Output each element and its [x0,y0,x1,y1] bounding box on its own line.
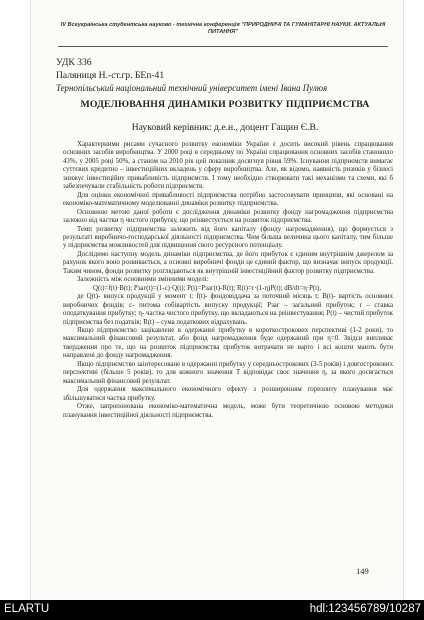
article-body [63,141,393,420]
paragraph: Основною метою даної роботи є дослідження динаміки розвитку фонду нагромадження підприємства залежно від частки η чистого прибутку, що реінвестується на розвиток підприємства. [63,208,393,225]
header-divider [58,46,388,47]
author-line: Паляниця Н.-ст.гр. БЕп-41 [56,70,165,81]
udk-code: УДК 336 [56,57,92,68]
repository-name: ELARTU [4,603,50,615]
paragraph: Для оцінки економічної привабливості підприємства потрібно застосовувати принципи, які основані на економіко-математичному моделюванні динаміки розвитку підприємства. [63,191,393,208]
repository-footer [0,600,424,620]
paragraph: Отже, запропонована економіко-математична модель, може бути теоретичною основою методики планування інвестиційної діяльності підприємства. [63,403,393,419]
paragraph: Для одержання максимального економічного ефекту з розширенням горизонту планування має збільшуватися частка прибутку. [63,386,393,402]
handle-identifier[interactable]: hdl:123456789/10287 [309,603,421,615]
affiliation-line: Тернопільський національний технічний університет імені Івана Пулюя [56,83,328,93]
model-equations: Q(t)=f(t)·B(t); Pзаг(t)=(1-c)·Q(t); P(t)=Pзаг(t)-R(t); R(t)=r·(1-η)P(t); dB/dt=η·P(t), [93,284,322,292]
paragraph: Темп розвитку підприємства залежить від його капіталу (фонду нагромадження), що формується з результаті виробничо-господарської діяльності підприємства. Чим більша величина цього капіталу, тим більше у підприємства можливостей для підвищення свого ресурсного потенціалу. [63,225,393,250]
paragraph: Характерними рисами сучасного розвитку економіки України є досить високий рівень спрацювання основних засобів виробництва. У 2000 році в середньому по Україні спрацювання основних засобів становило 43%, у 2005 році 50%, а станом на 2010 рік цей показник досягнув рівня 59%. Існування підприємств вимагає суттєвих кредитно – інвестиційних вкладень у сферу виробництва. Але, як відомо, наявність ризиків у бізнесі знижує інвестиційну привабливість підприємств. І тому необхідно створювати такі механізми та схеми, які б забезпечували стабільність роботи підприємств. [63,141,393,191]
paragraph: Залежність між основними змінними моделі: [77,276,209,284]
article-title: МОДЕЛЮВАННЯ ДИНАМІКИ РОЗВИТКУ ПІДПРИЄМСТВА [80,99,370,110]
conference-header: IV Всеукраїнська студентська науково - технічна конференція "ПРИРОДНИЧІ ТА ГУМАНІТАРНІ НАУКИ. АКТУАЛЬНІ ПИТАННЯ" [60,22,386,35]
paragraph: Якщо підприємство зацікавлене в одержанні прибутку в короткострокових перспективі (1-2 роки), то максимальний фінансовий результат, або фонд нагромадження буде одержаний при η=0. Звідси випливає твердження про те, що на розвиток підприємства прибуток витрачати не варто і всі кошти мають бути направлені до фонду нагромадження. [63,326,393,360]
paragraph: Якщо підприємство заінтересоване в одержанні прибутку у середньострокових (3-5 років) і довгострокових перспективі (більше 5 років), то для кожного значення T відповідає своє значення η, за якого досягається максимальний фінансовий результат. [63,360,393,385]
page-number: 149 [356,566,369,576]
advisor-line: Науковий керівник: д.е.н., доцент Гащин Є.В. [131,122,319,133]
paragraph: де Q(t)- випуск продукції у момент t; f(t)- фондовіддача за поточний місяць t; B(t)- вартість основних виробничих фондів; c- питома собівартість випуску продукції; Pзаг – загальний прибуток; r – ставка оподаткування прибутку; η- частка чистого прибутку, що вкладаються на реінвестування; P(t) – чистий прибуток підприємства без податків; R(t) – сума податкових відрахувань. [63,293,393,326]
paragraph: Дослідимо наступну модель динаміки підприємства, де його прибуток є єдиним внутрішнім джерелом за рахунок якого воно розвивається, а основні виробничі фонди це єдиний фактор, що визначає випуск продукції. Таким чином, фонди розвитку розглядаються як внутрішній інвестиційний фактор розвитку підприємства. [63,250,393,275]
